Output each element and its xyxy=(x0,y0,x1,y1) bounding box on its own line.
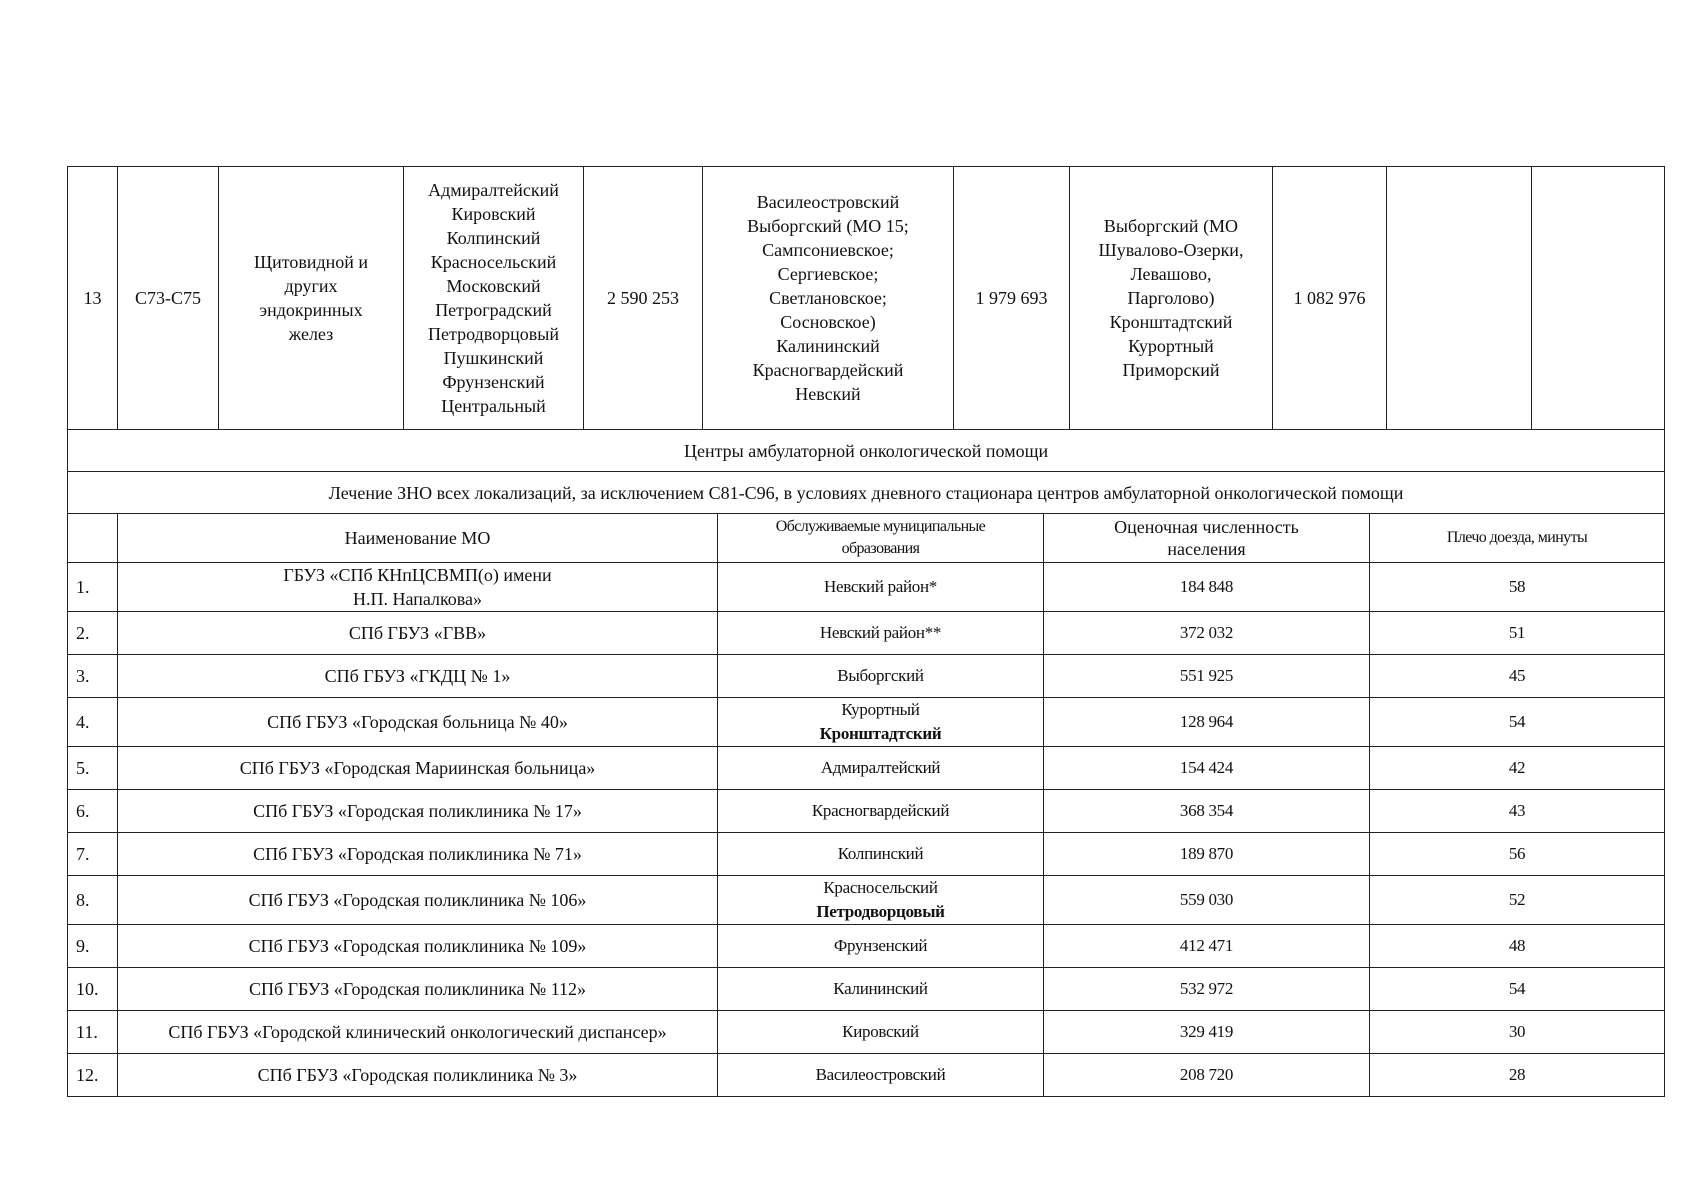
row-name-line: СПб ГБУЗ «Городская поликлиника № 3» xyxy=(257,1065,578,1085)
district: Шувалово-Озерки, xyxy=(1098,240,1244,260)
row-distance: 30 xyxy=(1370,1011,1665,1054)
row-districts xyxy=(718,833,1044,876)
row-name-line: Н.П. Напалкова» xyxy=(352,589,483,609)
row-districts-line: Колпинский xyxy=(837,844,924,863)
district: Центральный xyxy=(441,396,546,416)
row-distance: 52 xyxy=(1370,876,1665,925)
header-distance: Плечо доезда, минуты xyxy=(1370,514,1665,563)
district: Сосновское) xyxy=(780,312,876,332)
table-row xyxy=(68,1011,1665,1054)
row-number: 9. xyxy=(68,925,118,968)
table-row xyxy=(68,1054,1665,1097)
table-row xyxy=(68,968,1665,1011)
row-districts xyxy=(718,925,1044,968)
row-name-line: СПб ГБУЗ «Городская поликлиника № 109» xyxy=(248,936,587,956)
row-districts xyxy=(718,790,1044,833)
row-distance: 45 xyxy=(1370,655,1665,698)
row-distance: 48 xyxy=(1370,925,1665,968)
district: Парголово) xyxy=(1127,288,1215,308)
row-name xyxy=(118,790,718,833)
row-number: 10. xyxy=(68,968,118,1011)
header-num xyxy=(68,514,118,563)
row-districts-line: Адмиралтейский xyxy=(820,758,941,777)
empty-cell xyxy=(1532,167,1665,430)
table-row xyxy=(68,612,1665,655)
district: Кронштадтский xyxy=(1109,312,1233,332)
row-districts xyxy=(718,655,1044,698)
table-row xyxy=(68,698,1665,747)
localization-line: других xyxy=(284,276,338,296)
table-row xyxy=(68,790,1665,833)
row-name xyxy=(118,833,718,876)
table-row xyxy=(68,925,1665,968)
row-districts-line: Курортный xyxy=(841,700,920,719)
row-number: 5. xyxy=(68,747,118,790)
row-name xyxy=(118,612,718,655)
row-number: 4. xyxy=(68,698,118,747)
group3-districts xyxy=(1070,167,1273,430)
row-number: 12. xyxy=(68,1054,118,1097)
row-districts-line: Фрунзенский xyxy=(833,936,928,955)
row-number: 6. xyxy=(68,790,118,833)
row-districts-line: Василеостровский xyxy=(815,1065,946,1084)
district: Фрунзенский xyxy=(442,372,545,392)
district: Колпинский xyxy=(446,228,541,248)
row-districts xyxy=(718,698,1044,747)
row-name xyxy=(118,925,718,968)
row-districts xyxy=(718,1011,1044,1054)
district: Выборгский (МО xyxy=(1103,216,1239,236)
row-districts-line: Красногвардейский xyxy=(811,801,950,820)
row-name-line: СПб ГБУЗ «Городская Мариинская больница» xyxy=(239,758,596,778)
row-districts-line: Калининский xyxy=(833,979,928,998)
group2-districts xyxy=(703,167,954,430)
group3-population: 1 082 976 xyxy=(1273,167,1387,430)
row-number: 2. xyxy=(68,612,118,655)
header-name: Наименование МО xyxy=(118,514,718,563)
district: Курортный xyxy=(1128,336,1214,356)
row-distance: 54 xyxy=(1370,698,1665,747)
row-population: 128 964 xyxy=(1044,698,1370,747)
table-row xyxy=(68,747,1665,790)
top-row-table xyxy=(67,166,1665,430)
district: Красногвардейский xyxy=(752,360,904,380)
district: Петродворцовый xyxy=(428,324,559,344)
row-distance: 28 xyxy=(1370,1054,1665,1097)
row-number: 8. xyxy=(68,876,118,925)
rows-body xyxy=(68,563,1665,1097)
row-name-line: СПб ГБУЗ «Городская поликлиника № 17» xyxy=(253,801,582,821)
row-districts-line: Кронштадтский xyxy=(819,724,942,743)
localization-name xyxy=(219,167,404,430)
row-name xyxy=(118,876,718,925)
row-districts-line: Невский район** xyxy=(819,623,942,642)
header-row xyxy=(68,514,1665,563)
row-name xyxy=(118,1054,718,1097)
district: Петроградский xyxy=(435,300,552,320)
district: Сергиевское; xyxy=(777,264,879,284)
row-population: 189 870 xyxy=(1044,833,1370,876)
row-districts xyxy=(718,563,1044,612)
row-districts-line: Кировский xyxy=(842,1022,919,1041)
row-population: 368 354 xyxy=(1044,790,1370,833)
row-population: 372 032 xyxy=(1044,612,1370,655)
district: Красносельский xyxy=(430,252,557,272)
table-row xyxy=(68,876,1665,925)
row-population: 532 972 xyxy=(1044,968,1370,1011)
district: Адмиралтейский xyxy=(428,180,559,200)
section-title: Центры амбулаторной онкологической помощи xyxy=(68,430,1665,472)
table-row xyxy=(68,563,1665,612)
header-population xyxy=(1044,514,1370,563)
header-line: Оценочная численность xyxy=(1114,517,1299,537)
icd-code: С73-С75 xyxy=(118,167,219,430)
ambulatory-centers-table xyxy=(67,429,1665,1097)
row-districts xyxy=(718,1054,1044,1097)
row-population: 559 030 xyxy=(1044,876,1370,925)
localization-row-13 xyxy=(68,167,1665,430)
district: Выборгский (МО 15; xyxy=(747,216,909,236)
district: Невский xyxy=(795,384,861,404)
row-districts xyxy=(718,747,1044,790)
row-index: 13 xyxy=(68,167,118,430)
row-districts xyxy=(718,968,1044,1011)
district: Кировский xyxy=(451,204,536,224)
row-name-line: СПб ГБУЗ «Городская поликлиника № 71» xyxy=(253,844,582,864)
row-districts-line: Невский район* xyxy=(823,577,938,596)
row-population: 208 720 xyxy=(1044,1054,1370,1097)
row-population: 412 471 xyxy=(1044,925,1370,968)
row-name xyxy=(118,1011,718,1054)
header-line: Обслуживаемые муниципальные xyxy=(775,518,986,535)
row-population: 329 419 xyxy=(1044,1011,1370,1054)
row-population: 551 925 xyxy=(1044,655,1370,698)
row-distance: 51 xyxy=(1370,612,1665,655)
header-districts xyxy=(718,514,1044,563)
group2-population: 1 979 693 xyxy=(954,167,1070,430)
group1-population: 2 590 253 xyxy=(584,167,703,430)
row-name-line: СПб ГБУЗ «Городская больница № 40» xyxy=(267,712,568,732)
row-name-line: СПб ГБУЗ «ГКДЦ № 1» xyxy=(324,666,511,686)
header-line: населения xyxy=(1167,539,1246,559)
row-number: 3. xyxy=(68,655,118,698)
row-distance: 58 xyxy=(1370,563,1665,612)
row-distance: 56 xyxy=(1370,833,1665,876)
row-districts xyxy=(718,612,1044,655)
localization-line: Щитовидной и xyxy=(253,252,369,272)
section-subtitle: Лечение ЗНО всех локализаций, за исключением С81-С96, в условиях дневного стационара центров амбулаторной онкологической помощи xyxy=(68,472,1665,514)
row-name xyxy=(118,655,718,698)
district: Светлановское; xyxy=(769,288,887,308)
row-number: 1. xyxy=(68,563,118,612)
group1-districts xyxy=(404,167,584,430)
row-name-line: СПб ГБУЗ «ГВВ» xyxy=(348,623,487,643)
district: Василеостровский xyxy=(756,192,900,212)
section-subtitle-row xyxy=(68,472,1665,514)
district: Приморский xyxy=(1122,360,1220,380)
table-row xyxy=(68,833,1665,876)
district: Сампсониевское; xyxy=(762,240,894,260)
row-name xyxy=(118,698,718,747)
row-name-line: СПб ГБУЗ «Городская поликлиника № 112» xyxy=(248,979,587,999)
row-districts-line: Красносельский xyxy=(823,878,938,897)
row-name xyxy=(118,968,718,1011)
row-districts-line: Петродворцовый xyxy=(816,902,945,921)
row-name-line: СПб ГБУЗ «Городской клинический онкологический диспансер» xyxy=(168,1022,667,1042)
row-name-line: ГБУЗ «СПб КНпЦСВМП(о) имени xyxy=(283,565,552,585)
row-distance: 54 xyxy=(1370,968,1665,1011)
row-population: 154 424 xyxy=(1044,747,1370,790)
district: Левашово, xyxy=(1130,264,1212,284)
header-line: образования xyxy=(841,540,920,557)
row-districts-line: Выборгский xyxy=(837,666,924,685)
table-row xyxy=(68,655,1665,698)
district: Московский xyxy=(446,276,541,296)
row-name-line: СПб ГБУЗ «Городская поликлиника № 106» xyxy=(248,890,587,910)
row-number: 7. xyxy=(68,833,118,876)
row-distance: 42 xyxy=(1370,747,1665,790)
district: Пушкинский xyxy=(443,348,544,368)
district: Калининский xyxy=(776,336,880,356)
row-distance: 43 xyxy=(1370,790,1665,833)
row-number: 11. xyxy=(68,1011,118,1054)
row-districts xyxy=(718,876,1044,925)
empty-cell xyxy=(1387,167,1532,430)
row-name xyxy=(118,747,718,790)
localization-line: желез xyxy=(288,324,334,344)
localization-line: эндокринных xyxy=(259,300,363,320)
section-title-row xyxy=(68,430,1665,472)
row-population: 184 848 xyxy=(1044,563,1370,612)
row-name xyxy=(118,563,718,612)
